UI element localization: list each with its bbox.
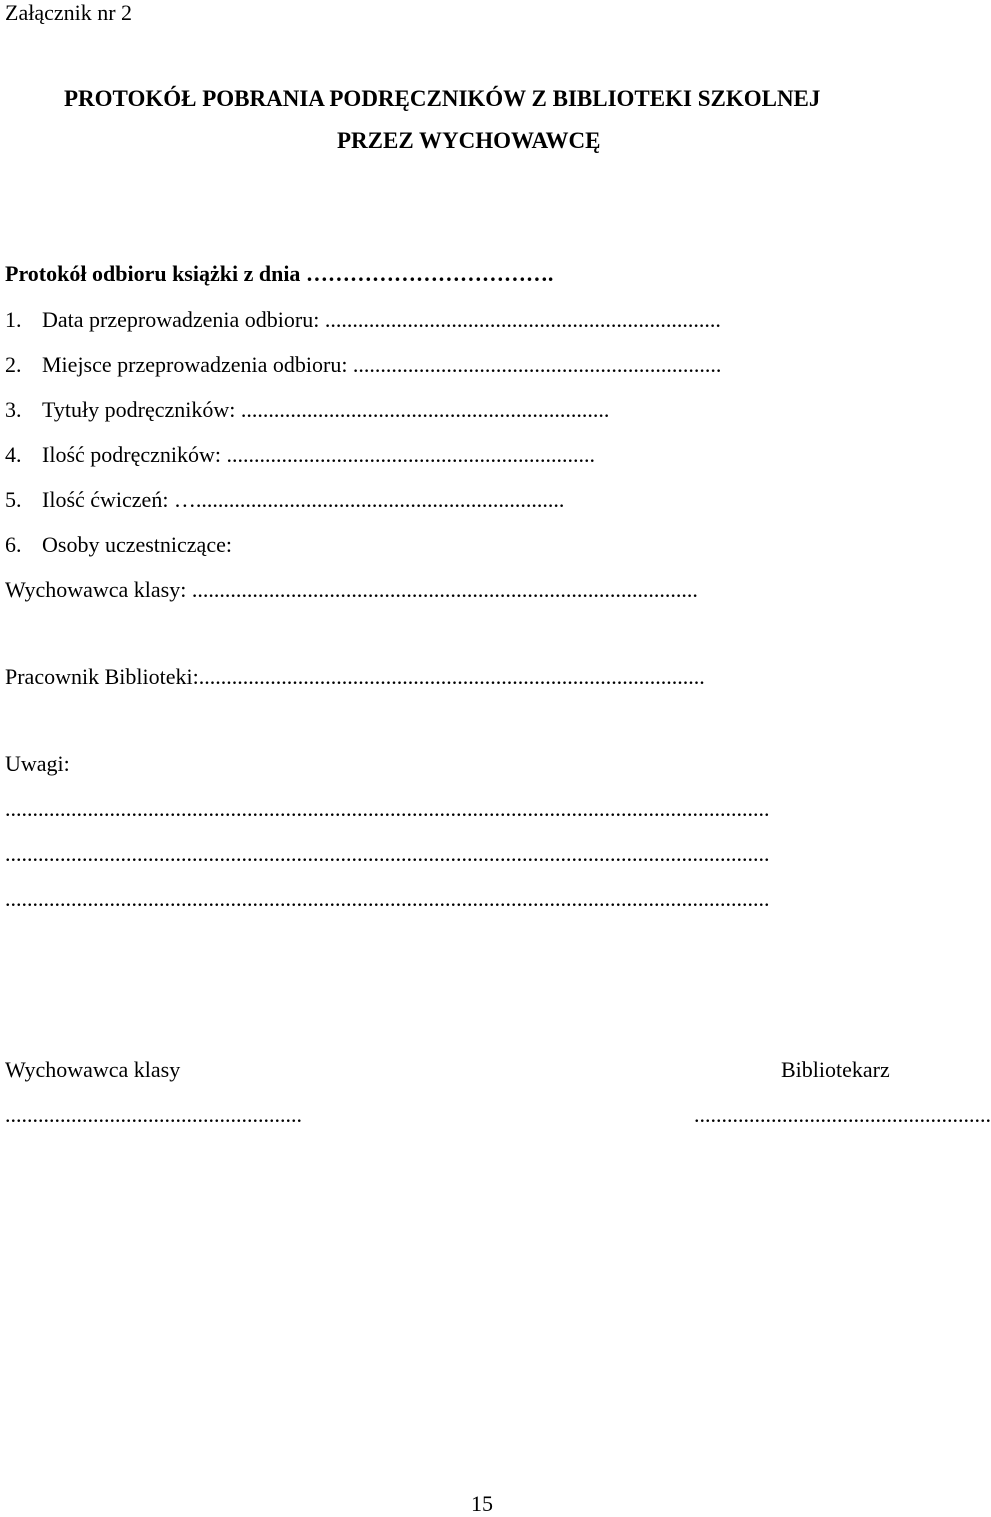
protocol-item-textbook-count — [5, 442, 595, 468]
item-text: Ilość podręczników: ................................................................... — [42, 442, 595, 467]
notes-line: ........................................................................................................................................... — [5, 886, 770, 911]
item-number: 4. — [5, 442, 22, 467]
protocol-item-titles — [5, 397, 609, 423]
document-title-line-2: PRZEZ WYCHOWAWCĘ — [337, 128, 601, 153]
teacher-field: Wychowawca klasy: ............................................................................................ — [5, 577, 698, 602]
signature-teacher-line: ...................................................... — [5, 1102, 302, 1127]
protocol-item-exercise-count — [5, 487, 564, 513]
protocol-item-date — [5, 307, 721, 333]
notes-line: ........................................................................................................................................... — [5, 841, 770, 866]
item-number: 2. — [5, 352, 22, 377]
item-number: 1. — [5, 307, 22, 332]
item-text: Miejsce przeprowadzenia odbioru: ................................................................... — [42, 352, 722, 377]
notes-line: ........................................................................................................................................... — [5, 796, 770, 821]
item-text: Tytuły podręczników: ................................................................... — [42, 397, 610, 422]
item-text: Osoby uczestniczące: — [42, 532, 232, 557]
signature-teacher-label: Wychowawca klasy — [5, 1057, 181, 1082]
librarian-field: Pracownik Biblioteki:............................................................................................ — [5, 664, 705, 689]
document-title-line-1: PROTOKÓŁ POBRANIA PODRĘCZNIKÓW Z BIBLIOTEKI SZKOLNEJ — [64, 86, 821, 111]
item-number: 5. — [5, 487, 22, 512]
protocol-item-place — [5, 352, 721, 378]
notes-label: Uwagi: — [5, 751, 70, 776]
item-text: Ilość ćwiczeń: …................................................................... — [42, 487, 565, 512]
signature-librarian-label: Bibliotekarz — [781, 1057, 890, 1082]
item-number: 3. — [5, 397, 22, 422]
protocol-item-participants — [5, 532, 232, 558]
signature-librarian-line: ...................................................... — [694, 1102, 991, 1127]
attachment-label: Załącznik nr 2 — [5, 0, 133, 25]
protocol-heading: Protokół odbioru książki z dnia ……………………………. — [5, 261, 554, 286]
page-number: 15 — [471, 1491, 493, 1516]
item-text: Data przeprowadzenia odbioru: ........................................................................ — [42, 307, 721, 332]
item-number: 6. — [5, 532, 22, 557]
